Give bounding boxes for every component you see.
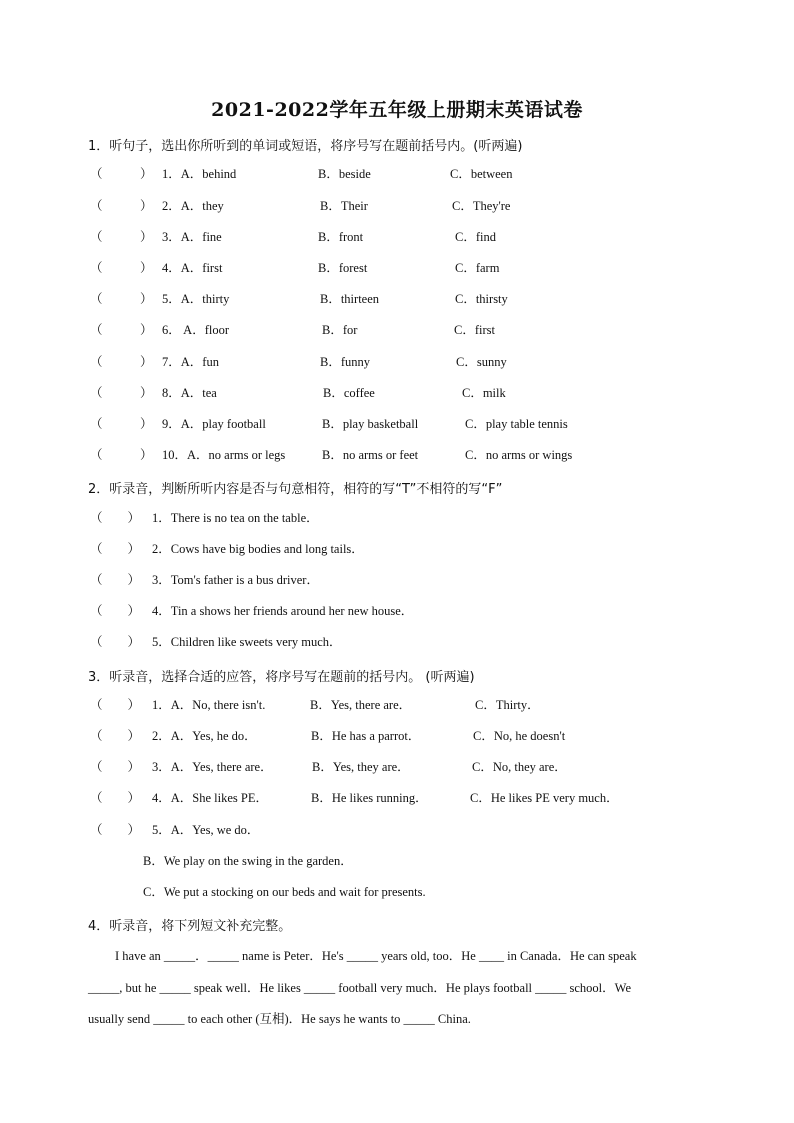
- option-b: B．beside: [318, 167, 371, 181]
- option-b: B．forest: [318, 261, 368, 275]
- option-b: B．Yes, there are．: [310, 698, 412, 712]
- option-a: 7．A．fun: [162, 355, 219, 369]
- answer-bracket[interactable]: （ ）: [90, 448, 153, 462]
- option-b: B．front: [318, 230, 364, 244]
- option-c: C．between: [450, 167, 513, 181]
- answer-bracket[interactable]: （ ）: [90, 230, 153, 244]
- passage-line-3: usually send _____ to each other (互相)．He says he wants to _____ China.: [88, 1012, 471, 1026]
- option-c: C．No, they are．: [472, 760, 567, 774]
- answer-bracket[interactable]: （ ）: [90, 604, 141, 618]
- answer-bracket[interactable]: （ ）: [90, 791, 141, 805]
- option-c: C．They're: [452, 199, 511, 213]
- option-a: 1．A．behind: [162, 167, 237, 181]
- page-title: 2021-2022学年五年级上册期末英语试卷: [211, 99, 583, 121]
- answer-bracket[interactable]: （ ）: [90, 635, 141, 649]
- option-a: 3．A．Yes, there are．: [152, 760, 273, 774]
- q3-5-option-c: C．We put a stocking on our beds and wait for presents.: [143, 885, 426, 899]
- option-b: B．coffee: [323, 386, 375, 400]
- section-2-heading: 2．听录音，判断所听内容是否与句意相符，相符的写“T”不相符的写“F”: [88, 482, 503, 497]
- option-c: C．sunny: [456, 355, 507, 369]
- option-a: 3．A．fine: [162, 230, 222, 244]
- answer-bracket[interactable]: （ ）: [90, 698, 141, 712]
- option-b: B．play basketball: [322, 417, 419, 431]
- answer-bracket[interactable]: （ ）: [90, 386, 153, 400]
- option-a: 2．A．Yes, he do．: [152, 729, 257, 743]
- option-a: 1．A．No, there isn't.: [152, 698, 266, 712]
- answer-bracket[interactable]: （ ）: [90, 355, 153, 369]
- answer-bracket[interactable]: （ ）: [90, 199, 153, 213]
- statement-text: 3．Tom's father is a bus driver．: [152, 573, 319, 587]
- section-3-heading: 3．听录音，选择合适的应答，将序号写在题前的括号内。 (听两遍): [88, 670, 475, 685]
- option-b: B．He has a parrot．: [311, 729, 421, 743]
- section-1-heading: 1．听句子，选出你所听到的单词或短语，将序号写在题前括号内。(听两遍): [88, 139, 523, 154]
- option-b: B．funny: [320, 355, 371, 369]
- statement-text: 5．Children like sweets very much．: [152, 635, 342, 649]
- option-b: B．thirteen: [320, 292, 380, 306]
- option-c: C．no arms or wings: [465, 448, 573, 462]
- option-c: C．Thirty．: [475, 698, 540, 712]
- option-c: C．He likes PE very much．: [470, 791, 619, 805]
- option-a: 9．A．play football: [162, 417, 266, 431]
- statement-text: 2．Cows have big bodies and long tails．: [152, 542, 364, 556]
- option-b: B．no arms or feet: [322, 448, 419, 462]
- option-b: B．Yes, they are．: [312, 760, 410, 774]
- answer-bracket[interactable]: （ ）: [90, 261, 153, 275]
- section-4-heading: 4．听录音，将下列短文补充完整。: [88, 919, 292, 934]
- option-a: 4．A．She likes PE．: [152, 791, 268, 805]
- answer-bracket[interactable]: （ ）: [90, 760, 141, 774]
- option-c: C．thirsty: [455, 292, 508, 306]
- answer-bracket[interactable]: （ ）: [90, 823, 141, 837]
- option-a: 10．A．no arms or legs: [162, 448, 286, 462]
- option-c: C．No, he doesn't: [473, 729, 566, 743]
- passage-line-1: I have an _____．_____ name is Peter．He's _____ years old, too．He ____ in Canada．He can speak: [115, 949, 637, 963]
- statement-text: 4．Tin a shows her friends around her new house．: [152, 604, 414, 618]
- answer-bracket[interactable]: （ ）: [90, 542, 141, 556]
- option-c: C．find: [455, 230, 496, 244]
- option-a: 2．A．they: [162, 199, 224, 213]
- option-c: C．play table tennis: [465, 417, 568, 431]
- option-c: C．first: [454, 323, 495, 337]
- option-c: C．farm: [455, 261, 500, 275]
- answer-bracket[interactable]: （ ）: [90, 292, 153, 306]
- option-a: 6． A．floor: [162, 323, 230, 337]
- option-b: B．Their: [320, 199, 368, 213]
- answer-bracket[interactable]: （ ）: [90, 417, 153, 431]
- answer-bracket[interactable]: （ ）: [90, 323, 153, 337]
- answer-bracket[interactable]: （ ）: [90, 573, 141, 587]
- option-b: B．He likes running．: [311, 791, 428, 805]
- option-b: B．for: [322, 323, 358, 337]
- option-a: 4．A．first: [162, 261, 223, 275]
- option-a: 5．A．thirty: [162, 292, 230, 306]
- passage-line-2: _____, but he _____ speak well．He likes _____ football very much．He plays football _____ school．We: [88, 981, 631, 995]
- statement-text: 1．There is no tea on the table．: [152, 511, 319, 525]
- q3-5-option-b: B．We play on the swing in the garden．: [143, 854, 353, 868]
- option-a: 8．A．tea: [162, 386, 217, 400]
- option-c: C．milk: [462, 386, 506, 400]
- answer-bracket[interactable]: （ ）: [90, 511, 141, 525]
- answer-bracket[interactable]: （ ）: [90, 167, 153, 181]
- option-a: 5．A．Yes, we do．: [152, 823, 260, 837]
- answer-bracket[interactable]: （ ）: [90, 729, 141, 743]
